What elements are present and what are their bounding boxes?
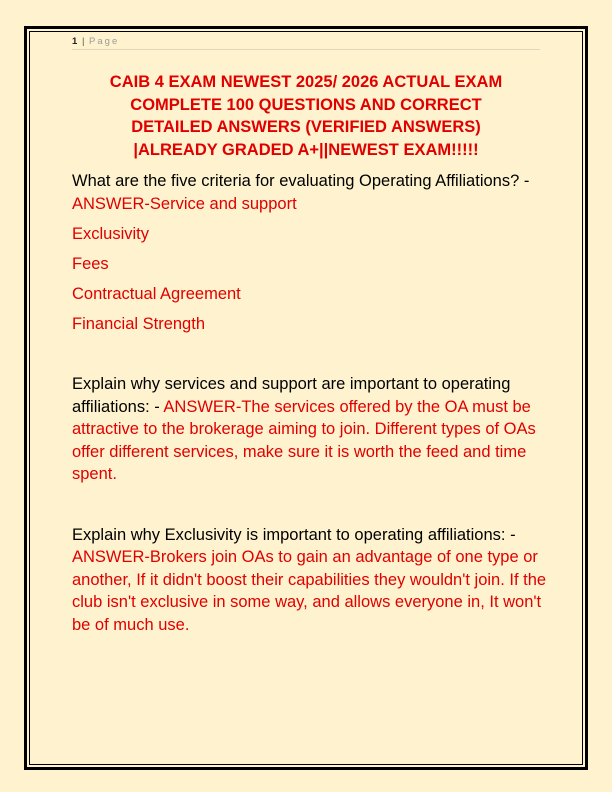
answer-text: ANSWER-Service and support xyxy=(72,194,297,213)
answer-list-item: Fees xyxy=(72,254,109,273)
question-text: Explain why Exclusivity is important to operating affiliations: - xyxy=(72,525,516,544)
qa-item xyxy=(72,373,547,486)
page-number: 1 xyxy=(72,36,78,47)
title-line: DETAILED ANSWERS (VERIFIED ANSWERS) xyxy=(131,118,481,136)
answer-text: ANSWER-Brokers join OAs to gain an advantage of one type or another, If it didn't boost their capabilities they wouldn't join. If the club isn't exclusive in some way, and allows everyone in, It won't be of much use. xyxy=(72,548,547,634)
document-title xyxy=(72,71,540,161)
document-body xyxy=(72,170,547,636)
question-text: What are the five criteria for evaluating Operating Affiliations? - xyxy=(72,172,530,190)
qa-item xyxy=(72,524,547,637)
answer-text: ANSWER-The services offered by the OA must be attractive to the brokerage aiming to join. Different types of OAs offer different services, make sure it is worth the feed and time spent. xyxy=(72,397,536,483)
answer-list-item: Contractual Agreement xyxy=(72,284,241,303)
question-text: Explain why services and support are important to operating affiliations: - xyxy=(72,375,511,416)
answer-list-item: Exclusivity xyxy=(72,224,150,243)
answer-list-item: Financial Strength xyxy=(72,314,205,333)
page-header xyxy=(72,36,540,50)
title-line: |ALREADY GRADED A+||NEWEST EXAM!!!!! xyxy=(133,140,479,159)
title-line: CAIB 4 EXAM NEWEST 2025/ 2026 ACTUAL EXAM xyxy=(109,73,503,91)
header-separator: | xyxy=(81,36,85,47)
page-word: Page xyxy=(89,36,120,47)
qa-item xyxy=(72,170,547,215)
title-line: COMPLETE 100 QUESTIONS AND CORRECT xyxy=(130,95,482,114)
